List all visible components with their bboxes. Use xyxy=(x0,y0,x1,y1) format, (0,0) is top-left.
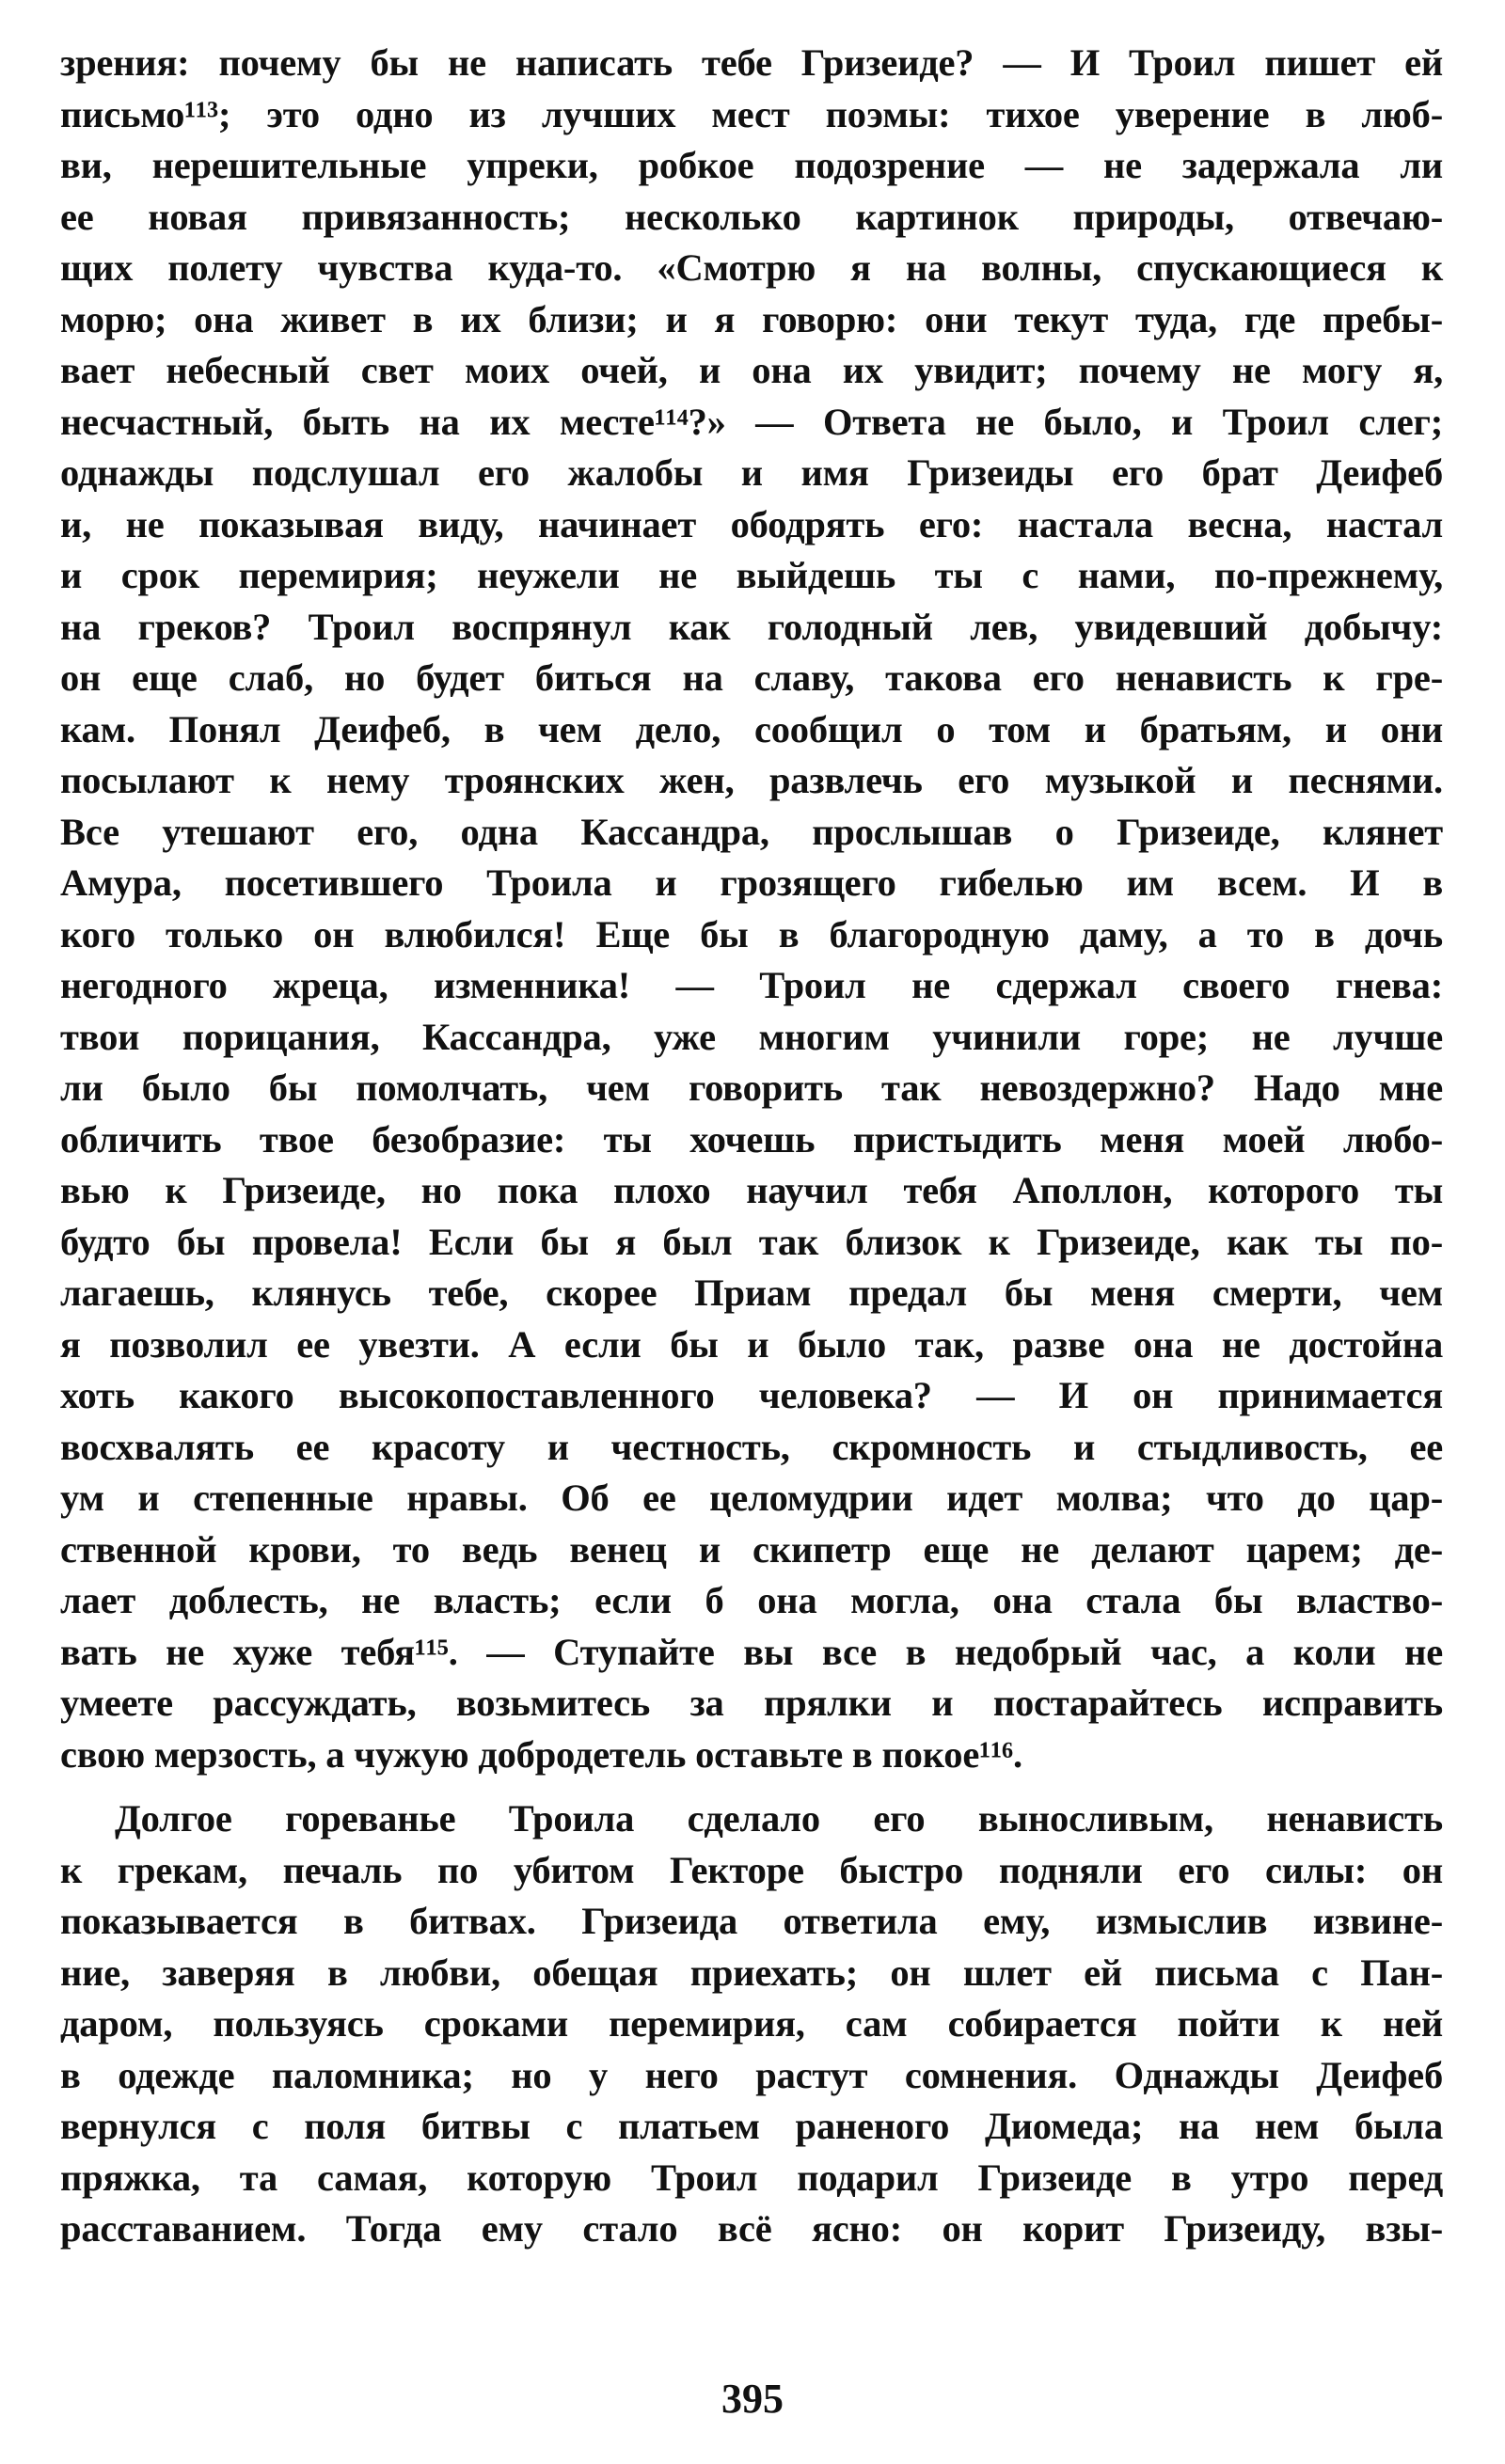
text-line: и, не показывая виду, начинает ободрять его: настала весна, настал xyxy=(60,502,1443,545)
text-line: вает небесный свет моих очей, и она их увидит; почему не могу я, xyxy=(60,349,1443,391)
paragraph-2 xyxy=(60,1793,1443,2255)
text-line: лагаешь, клянусь тебе, скорее Приам предал бы меня смерти, чем xyxy=(60,1271,1443,1314)
text-line: вать не хуже тебя¹¹⁵. — Ступайте вы все в недобрый час, а коли не xyxy=(60,1630,1443,1673)
text-line: ви, нерешительные упреки, робкое подозрение — не задержала ли xyxy=(60,144,1443,186)
text-line: он еще слаб, но будет биться на славу, такова его ненависть к гре- xyxy=(60,656,1443,699)
text-line: ум и степенные нравы. Об ее целомудрии идет молва; что до цар- xyxy=(60,1477,1443,1519)
text-line: на греков? Троил воспрянул как голодный лев, увидевший добычу: xyxy=(60,605,1443,648)
text-line: восхвалять ее красоту и честность, скромность и стыдливость, ее xyxy=(60,1425,1443,1468)
text-line: и срок перемирия; неужели не выйдешь ты с нами, по-прежнему, xyxy=(60,554,1443,596)
text-line: морю; она живет в их близи; и я говорю: они текут туда, где пребы- xyxy=(60,297,1443,340)
text-line: даром, пользуясь сроками перемирия, сам собирается пойти к ней xyxy=(60,2002,1443,2045)
text-line: несчастный, быть на их месте¹¹⁴?» — Ответа не было, и Троил слег; xyxy=(60,400,1443,443)
text-line: обличить твое безобразие: ты хочешь пристыдить меня моей любо- xyxy=(60,1117,1443,1161)
text-line: зрения: почему бы не написать тебе Гризеиде? — И Троил пишет ей xyxy=(60,41,1443,84)
text-line: я позволил ее увезти. А если бы и было так, разве она не достойна xyxy=(60,1322,1443,1366)
text-line: в одежде паломника; но у него растут сомнения. Однажды Деифеб xyxy=(60,2053,1443,2096)
text-line: твои порицания, Кассандра, уже многим учинили горе; не лучше xyxy=(60,1015,1443,1058)
book-page xyxy=(60,38,1443,2255)
text-line: письмо¹¹³; это одно из лучших мест поэмы: тихое уверение в люб- xyxy=(60,92,1443,135)
text-line: щих полету чувства куда-то. «Смотрю я на волны, спускающиеся к xyxy=(60,246,1443,289)
text-line: кого только он влюбился! Еще бы в благородную даму, а то в дочь xyxy=(60,912,1443,956)
page-number: 395 xyxy=(721,2376,784,2422)
text-line: к грекам, печаль по убитом Гекторе быстро подняли его силы: он xyxy=(60,1848,1443,1891)
text-line: вью к Гризеиде, но пока плохо научил тебя Аполлон, которого ты xyxy=(60,1169,1443,1211)
text-line: умеете рассуждать, возьмитесь за прялки и постарайтесь исправить xyxy=(60,1682,1443,1724)
text-line: ние, заверяя в любви, обещая приехать; он шлет ей письма с Пан- xyxy=(60,1951,1443,1994)
text-line: Амура, посетившего Троила и грозящего гибелью им всем. И в xyxy=(60,861,1443,904)
text-line: показывается в битвах. Гризеида ответила ему, измыслив извине- xyxy=(60,1900,1443,1942)
text-line: пряжка, та самая, которую Троил подарил Гризеиде в утро перед xyxy=(60,2156,1443,2199)
text-line: Долгое гореванье Троила сделало его выносливым, ненависть xyxy=(115,1797,1443,1840)
text-line: вернулся с поля битвы с платьем раненого Диомеда; на нем была xyxy=(60,2105,1443,2147)
text-line: Все утешают его, одна Кассандра, прослышав о Гризеиде, клянет xyxy=(60,810,1443,853)
text-line: однажды подслушал его жалобы и имя Гризеиды его брат Деифеб xyxy=(60,451,1443,494)
text-line: расставанием. Тогда ему стало всё ясно: он корит Гризеиду, взы- xyxy=(60,2207,1443,2250)
paragraph-1 xyxy=(60,38,1443,1780)
text-line: ли было бы помолчать, чем говорить так невоздержно? Надо мне xyxy=(60,1066,1443,1109)
text-line: посылают к нему троянских жен, развлечь его музыкой и песнями. xyxy=(60,759,1443,801)
text-line: хоть какого высокопоставленного человека? — И он принимается xyxy=(60,1374,1443,1416)
text-line: негодного жреца, изменника! — Троил не сдержал своего гнева: xyxy=(60,964,1443,1006)
text-line: лает доблесть, не власть; если б она могла, она стала бы властво- xyxy=(60,1579,1443,1621)
paragraph-gap xyxy=(60,1780,1443,1793)
text-line: ее новая привязанность; несколько картинок природы, отвечаю- xyxy=(60,195,1443,238)
text-line: кам. Понял Деифеб, в чем дело, сообщил о том и братьям, и они xyxy=(60,707,1443,750)
text-line: ственной крови, то ведь венец и скипетр еще не делают царем; де- xyxy=(60,1527,1443,1571)
text-line: будто бы провела! Если бы я был так близок к Гризеиде, как ты по- xyxy=(60,1220,1443,1263)
text-line: свою мерзость, а чужую добродетель оставьте в покое¹¹⁶. xyxy=(60,1732,1022,1776)
